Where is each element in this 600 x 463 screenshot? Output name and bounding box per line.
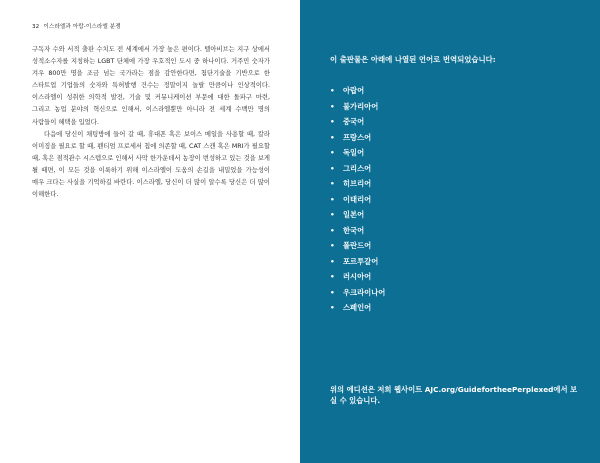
translations-intro: 이 출판물은 아래에 나열된 언어로 번역되었습니다: [330, 55, 496, 64]
language-item-bulgarian: • 불가리아어 [330, 99, 385, 115]
language-item-korean: • 한국어 [330, 223, 385, 239]
paragraph-1: 구독자 수와 서적 출판 수치도 전 세계에서 가장 높은 편이다. 텔아비브는 지구 상에서 성적소수자를 지칭하는 LGBT 단체에 가장 우호적인 도시 중 하나이다. 거주민 숫자가 겨우 800만 명을 조금 넘는 국가라는 점을 감안한다면, 첨단기술을 기반으로 한 스타트업 기업들의 숫자와 특허발행 건수는 정말이지 놀랄 만큼이나 인상적이다. 이스라엘이 성취한 의학적 발전, 기술 및 커뮤니케이션 부문에 대한 돌파구 마련, 그리고 농업 분야의 혁신으로 인해서, 이스라엘뿐만 아니라 전 세계 수백만 명의 사람들이 혜택을 입었다. [32, 46, 270, 126]
language-item-greek: • 그리스어 [330, 161, 385, 177]
language-list [330, 83, 385, 316]
language-item-ukrainian: • 우크라이나어 [330, 285, 385, 301]
website-note: 위의 에디션은 저희 웹사이트 AJC.org/GuidefortheePerplexed에서 보실 수 있습니다. [330, 385, 578, 405]
right-page [300, 0, 600, 463]
language-item-hebrew: • 히브리어 [330, 176, 385, 192]
body-text [32, 44, 270, 201]
language-item-chinese: • 중국어 [330, 114, 385, 130]
language-item-spanish: • 스페인어 [330, 300, 385, 316]
language-item-italian: • 이태리어 [330, 192, 385, 208]
language-item-portuguese: • 포르투갈어 [330, 254, 385, 270]
language-item-german: • 독일어 [330, 145, 385, 161]
running-head [32, 22, 121, 30]
paragraph-2: 다음에 당신이 채팅방에 들어 갈 때, 휴대폰 혹은 보이스 메일을 사용할 때, 칼라 이미징을 필요로 할 때, 펜티엄 프로세서 칩에 의존할 때, CAT 스캔 혹은 MRI가 필요할 때, 혹은 점적관수 시스템으로 인해서 사막 한가운데서 농장이 번성하고 있는 것을 보게 될 때면, 이 모든 것을 이룩하기 위해 이스라엘이 도움의 손길을 내밀었을 가능성이 매우 크다는 사실을 기억하길 바란다. 이스라엘, 당신이 더 많이 알수록 당신은 더 많이 이해한다. [32, 130, 270, 199]
language-item-russian: • 러시아어 [330, 269, 385, 285]
language-item-arabic: • 아랍어 [330, 83, 385, 99]
running-head-title: 이스라엘과 아랍-이스라엘 분쟁 [43, 24, 121, 30]
page-number: 32 [32, 24, 40, 30]
language-item-french: • 프랑스어 [330, 130, 385, 146]
language-item-polish: • 폴란드어 [330, 238, 385, 254]
language-item-japanese: • 일본어 [330, 207, 385, 223]
